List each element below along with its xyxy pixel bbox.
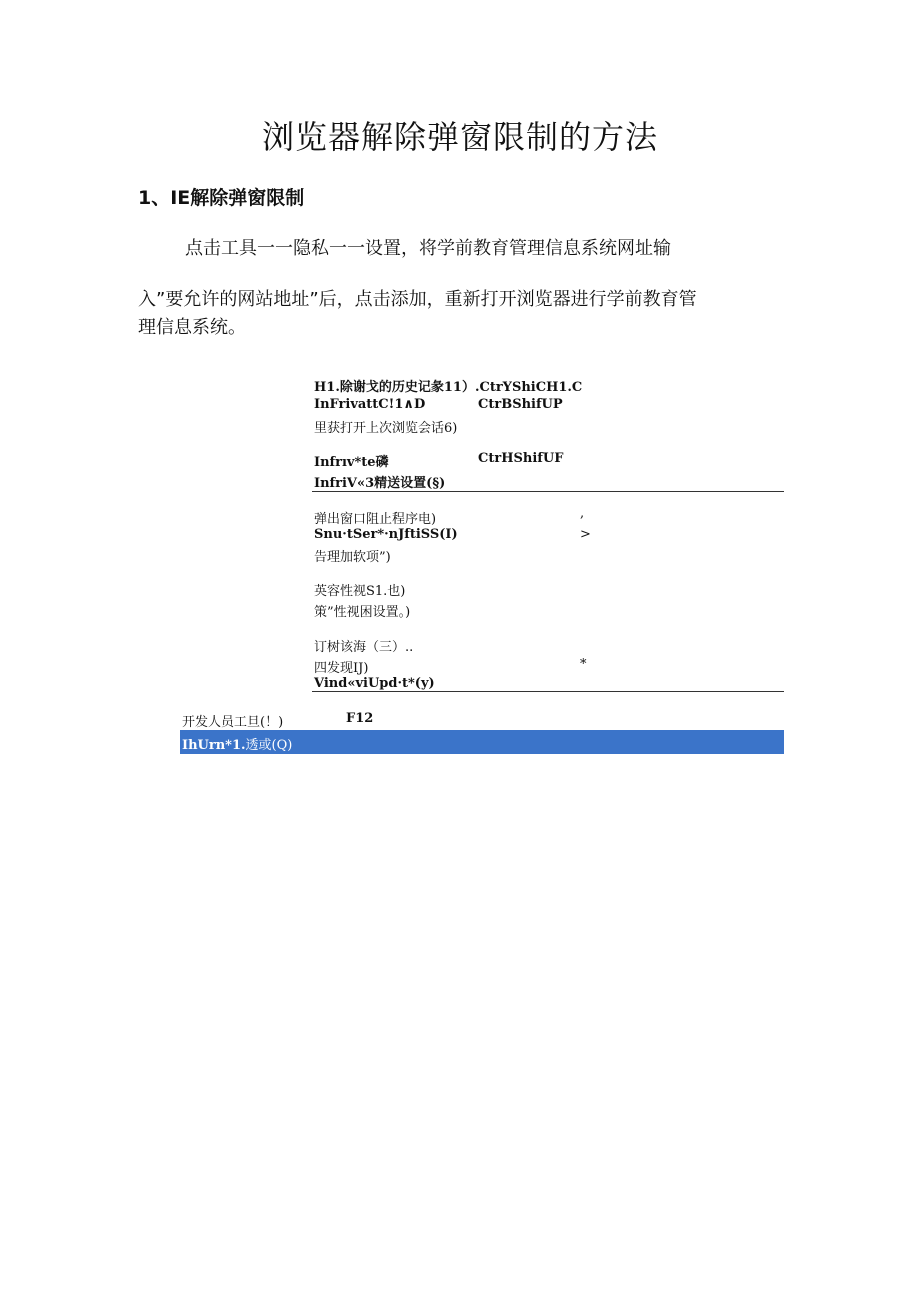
menu-item-inprivate-browsing[interactable]: InFrivattC!1∧D [314, 397, 426, 412]
menu-item-delete-history[interactable]: H1.除谢戈的历史记彖11）.CtrYShiCH1.C [314, 380, 583, 395]
menu-separator [312, 491, 784, 492]
submenu-arrow-icon: > [580, 527, 591, 542]
menu-item-windows-update[interactable]: Vind«viUpd·t*(y) [314, 676, 435, 691]
paragraph-line-2: 入”要允许的网站地址”后，点击添加，重新打开浏览器进行学前教育管 [138, 289, 697, 310]
menu-item-popup-blocker[interactable]: 弹出窗口阻止程序电) [314, 512, 437, 527]
menu-item-developer-tools[interactable]: 开发人员工旦(！) [182, 715, 284, 730]
menu-separator [312, 691, 784, 692]
menu-item-compatibility-view[interactable]: 英容性视S1.也) [314, 584, 406, 599]
menu-item-reopen-session[interactable]: 里获打开上次浏览会话6) [314, 421, 458, 436]
menu-item-feed-discovery[interactable]: 四发现IJ) [314, 661, 369, 676]
menu-item-smartscreen-filter[interactable]: Snu·tSer*·nJftiSS(I) [314, 527, 458, 542]
internet-options-suffix: 透或(Q) [245, 738, 293, 753]
submenu-marker: , [580, 506, 585, 521]
paragraph-line-1: 点击工具一一隐私一一设置，将学前教育管理信息系统网址输 [185, 238, 671, 259]
menu-item-subscribe-feed[interactable]: 订树该海（三）.. [314, 640, 414, 655]
menu-item-manage-addons[interactable]: 告理加软项”) [314, 550, 391, 565]
menu-item-compatibility-settings[interactable]: 策”性视困设置。) [314, 605, 411, 620]
section-heading: 1、IE解除弹窗限制 [138, 187, 305, 209]
menu-item-inprivate-filtering[interactable]: Infrıv*te磷 [314, 455, 389, 470]
menu-item-inprivate-settings[interactable]: InfriV«3精送设置(§) [314, 476, 446, 491]
internet-options-prefix: IhUrn*1. [182, 738, 246, 753]
paragraph-line-3: 理信息系统。 [138, 317, 246, 338]
shortcut-inprivate-browsing: CtrBShifUP [478, 397, 563, 412]
shortcut-developer-tools: F12 [346, 711, 374, 726]
page-title: 浏览器解除弹窗限制的方法 [261, 118, 658, 156]
shortcut-inprivate-filtering: CtrHShifUF [478, 451, 564, 466]
submenu-marker: * [580, 657, 587, 672]
menu-item-internet-options[interactable] [182, 734, 292, 753]
